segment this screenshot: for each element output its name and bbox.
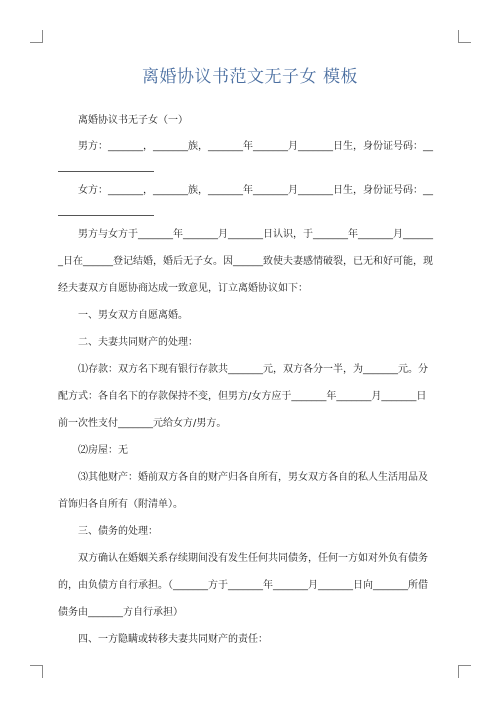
- document-body: [58, 113, 442, 648]
- other-property-line: ⑶其他财产：婚前双方各自的财产归各自所有，男女双方各自的私人生活用品及: [78, 472, 428, 483]
- clause-1: 一、男女双方自愿离婚。: [78, 310, 188, 321]
- crop-mark-top-right: [458, 30, 471, 43]
- intro-line: 男方与女方于_______年_______月_______日认识，于_______年_______月______: [78, 229, 433, 240]
- debt-line: 双方确认在婚姻关系存续期间没有发生任何共同债务，任何一方如对外负有债务: [78, 553, 428, 564]
- clause-2: 二、夫妻共同财产的处理：: [78, 337, 198, 348]
- other-property-line: 首饰归各自所有（附清单）。: [58, 499, 183, 510]
- intro-line: _日在______登记结婚，婚后无子女。因______致使夫妻感情破裂，已无和好可能，现: [58, 256, 433, 267]
- crop-mark-bottom-right: [458, 665, 471, 678]
- debt-line: 的，由负债方自行承担。（_______方于_______年_______月_______日向_______所借: [58, 580, 428, 591]
- man-info-line: 男方：_______，_______族，_______年_______月_______日生，身份证号码：__: [78, 141, 433, 152]
- clause-3: 三、债务的处理：: [78, 526, 158, 537]
- deposit-line: ⑴存款：双方名下现有银行存款共_______元，双方各分一半，为_______元。分: [78, 364, 428, 375]
- deposit-line: 配方式：各自名下的存款保持不变，但男方/女方应于_______年_______月_______日: [58, 391, 427, 402]
- crop-mark-bottom-left: [30, 665, 43, 678]
- crop-mark-top-left: [30, 30, 43, 43]
- page-title: 离婚协议书范文无子女 模板: [142, 67, 358, 87]
- section-heading: 离婚协议书无子女（一）: [78, 115, 188, 126]
- debt-line: 债务由_______方自行承担）: [58, 607, 183, 618]
- woman-info-line: 女方：_______，_______族，_______年_______月_______日生，身份证号码：__: [78, 185, 433, 196]
- deposit-line: 前一次性支付_______元给女方/男方。: [58, 418, 227, 429]
- intro-line: 经夫妻双方自愿协商达成一致意见，订立离婚协议如下：: [58, 283, 308, 294]
- house-line: ⑵房屋：无: [78, 445, 128, 456]
- clause-4: 四、一方隐瞒或转移夫妻共同财产的责任：: [78, 634, 268, 645]
